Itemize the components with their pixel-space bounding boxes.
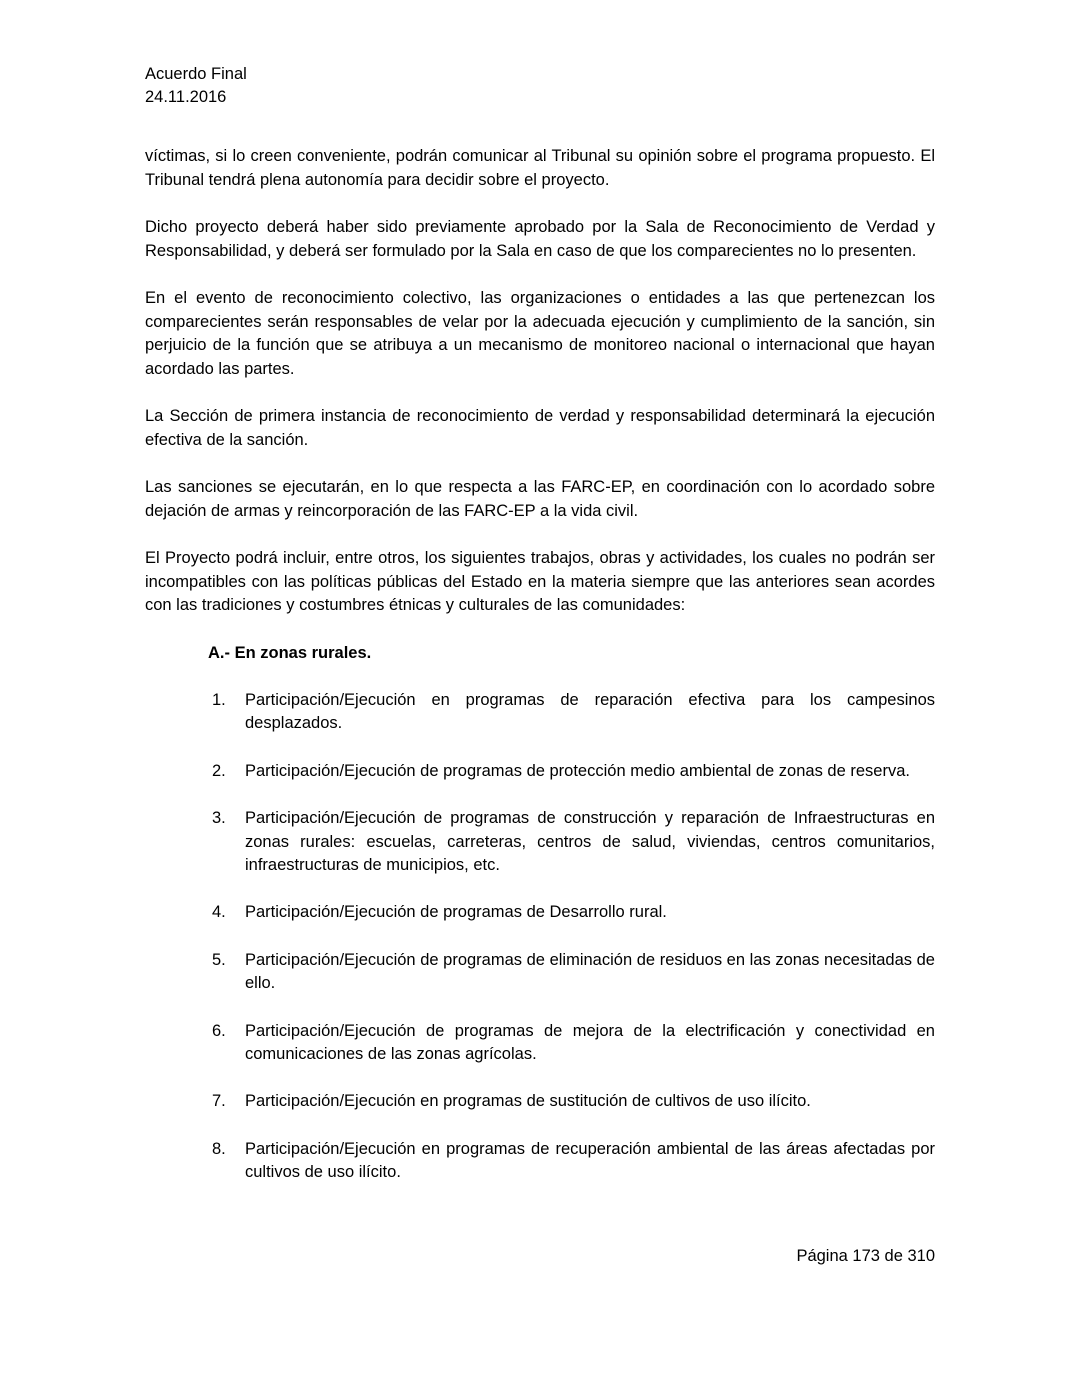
document-header <box>145 63 247 109</box>
list-item-number: 2. <box>212 761 226 780</box>
list-item <box>145 689 935 736</box>
list-item-text: Participación/Ejecución en programas de sustitución de cultivos de uso ilícito. <box>245 1092 811 1111</box>
list-item <box>145 807 935 878</box>
list-item <box>145 1090 935 1114</box>
list-item-text: Participación/Ejecución de programas de eliminación de residuos en las zonas necesitadas de ello. <box>245 950 935 993</box>
numbered-list <box>145 689 935 1185</box>
list-item <box>145 760 935 784</box>
list-item-number: 8. <box>212 1139 226 1158</box>
list-item <box>145 1138 935 1185</box>
list-item <box>145 949 935 996</box>
paragraph: Dicho proyecto deberá haber sido previamente aprobado por la Sala de Reconocimiento de Verdad y Responsabilidad, y deberá ser formulado por la Sala en caso de que los comparecientes no lo presenten. <box>145 217 935 260</box>
list-item-number: 4. <box>212 903 226 922</box>
list-item-number: 5. <box>212 950 226 969</box>
document-body <box>145 145 935 1209</box>
section-subheading: A.- En zonas rurales. <box>208 643 372 662</box>
paragraph: El Proyecto podrá incluir, entre otros, los siguientes trabajos, obras y actividades, los cuales no podrán ser incompatibles con las políticas públicas del Estado en la materia siempre que las anteriores sean acordes con las tradiciones y costumbres étnicas y culturales de las comunidades: <box>145 548 935 615</box>
list-item-number: 1. <box>212 690 226 709</box>
list-item <box>145 1020 935 1067</box>
list-item-text: Participación/Ejecución en programas de reparación efectiva para los campesinos desplazados. <box>245 690 935 733</box>
paragraph: Las sanciones se ejecutarán, en lo que respecta a las FARC-EP, en coordinación con lo acordado sobre dejación de armas y reincorporación de las FARC-EP a la vida civil. <box>145 478 935 520</box>
list-item <box>145 901 935 925</box>
list-item-text: Participación/Ejecución de programas de mejora de la electrificación y conectividad en comunicaciones de las zonas agrícolas. <box>245 1021 935 1064</box>
document-date: 24.11.2016 <box>145 88 227 106</box>
list-item-number: 7. <box>212 1092 226 1111</box>
list-item-text: Participación/Ejecución de programas de Desarrollo rural. <box>245 903 667 922</box>
list-item-text: Participación/Ejecución de programas de protección medio ambiental de zonas de reserva. <box>245 761 910 780</box>
list-item-text: Participación/Ejecución de programas de construcción y reparación de Infraestructuras en zonas rurales: escuelas, carreteras, centros de salud, viviendas, centros comunitarios, infraestructuras de municipios, etc. <box>245 808 935 875</box>
paragraph: La Sección de primera instancia de reconocimiento de verdad y responsabilidad determinará la ejecución efectiva de la sanción. <box>145 407 935 449</box>
paragraph: En el evento de reconocimiento colectivo, las organizaciones o entidades a las que pertenezcan los comparecientes serán responsables de velar por la adecuada ejecución y cumplimiento de la sanción, sin perjuicio de la función que se atribuya a un mecanismo de monitoreo nacional o internacional que hayan acordado las partes. <box>145 288 935 378</box>
paragraph: víctimas, si lo creen conveniente, podrán comunicar al Tribunal su opinión sobre el programa propuesto. El Tribunal tendrá plena autonomía para decidir sobre el proyecto. <box>145 147 935 189</box>
document-title: Acuerdo Final <box>145 65 247 83</box>
list-item-number: 3. <box>212 808 226 827</box>
page-number: Página 173 de 310 <box>796 1247 935 1265</box>
list-item-number: 6. <box>212 1021 226 1040</box>
list-item-text: Participación/Ejecución en programas de recuperación ambiental de las áreas afectadas por cultivos de uso ilícito. <box>245 1139 935 1182</box>
